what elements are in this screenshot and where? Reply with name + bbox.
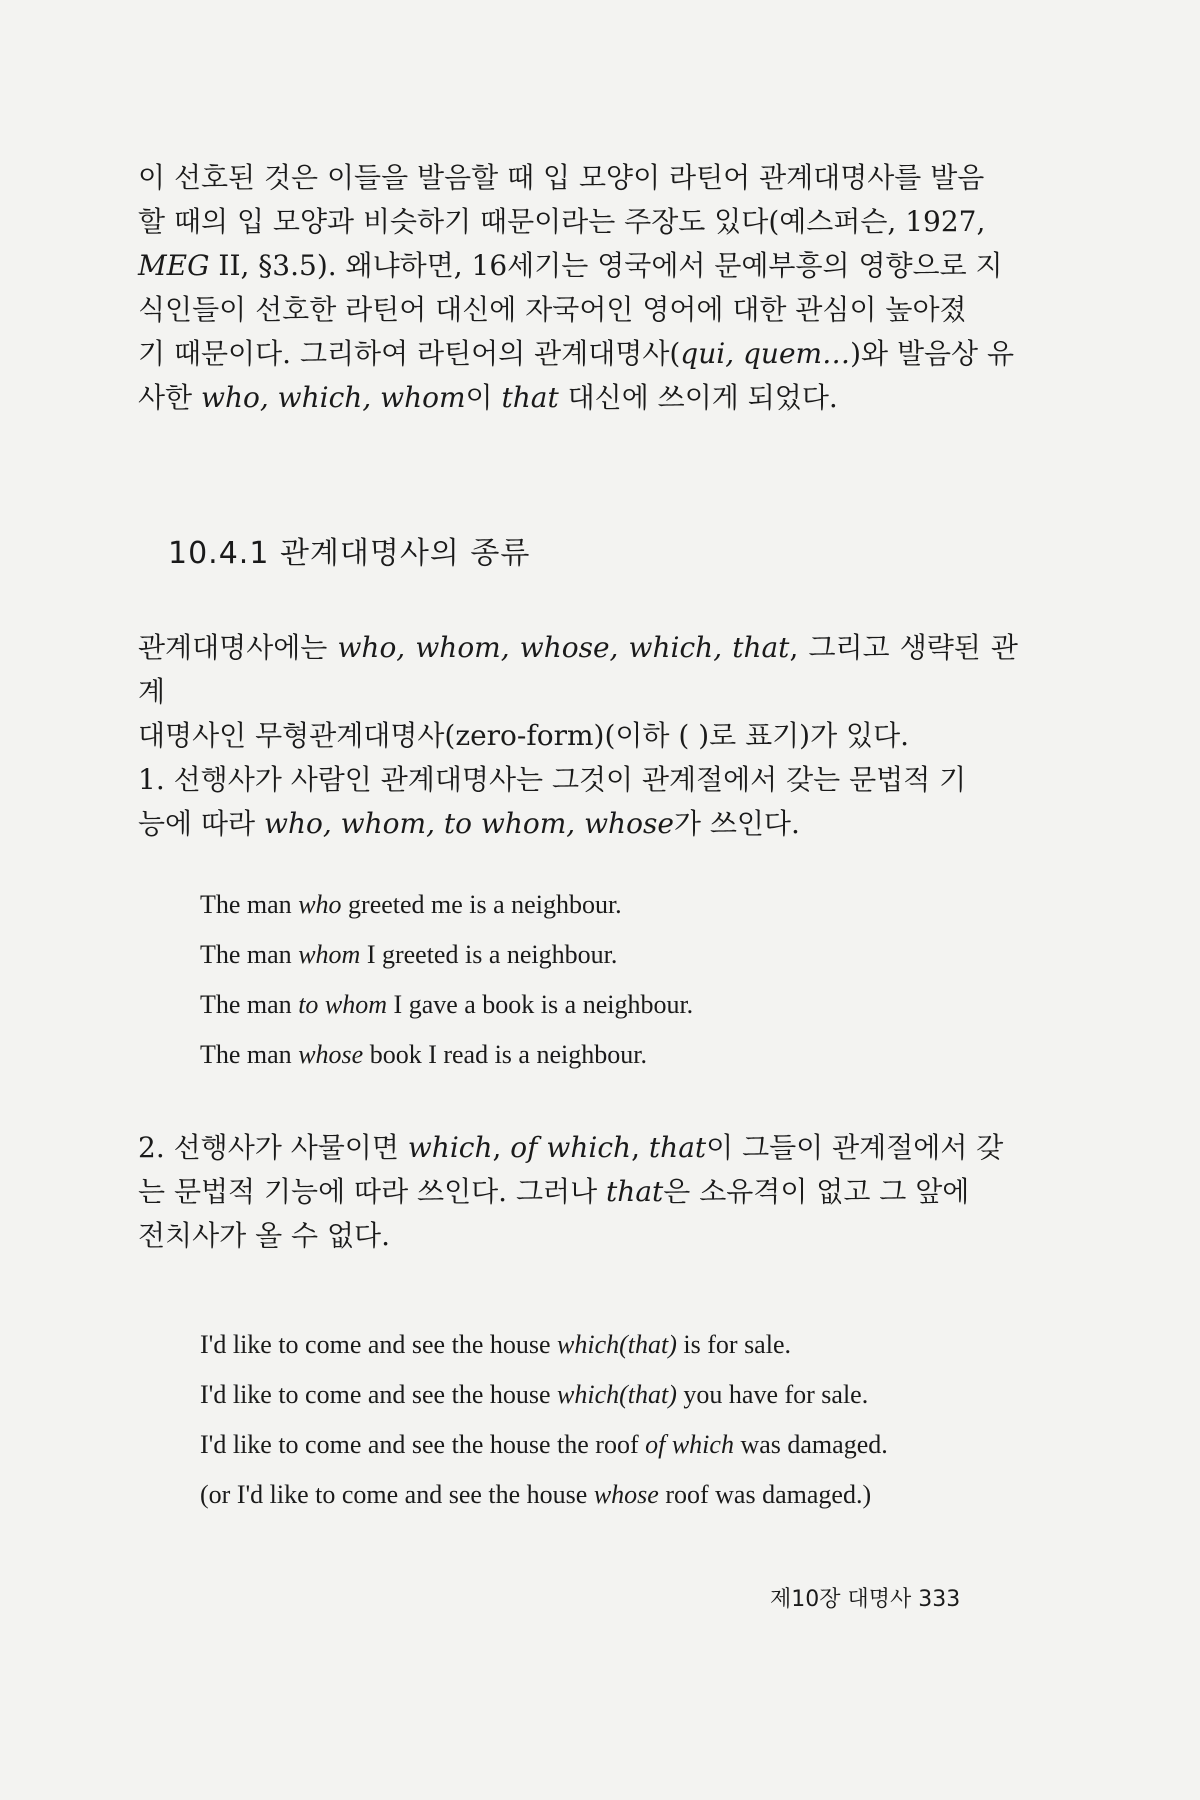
paragraph-things bbox=[138, 1126, 1018, 1258]
example-list-things bbox=[200, 1320, 1040, 1520]
text-line: 관계대명사에는 who, whom, whose, which, that, 그리고 생략된 관계 bbox=[138, 631, 1018, 708]
text-line: 능에 따라 who, whom, to whom, whose가 쓰인다. bbox=[138, 807, 800, 840]
text-line: 이 선호된 것은 이들을 발음할 때 입 모양이 라틴어 관계대명사를 발음 bbox=[138, 161, 985, 194]
section-heading: 10.4.1 관계대명사의 종류 bbox=[168, 536, 531, 571]
example-sentence: (or I'd like to come and see the house whose roof was damaged.) bbox=[200, 1480, 872, 1509]
example-sentence: I'd like to come and see the house which(that) is for sale. bbox=[200, 1330, 791, 1359]
text-line: 2. 선행사가 사물이면 which, of which, that이 그들이 관계절에서 갖 bbox=[138, 1131, 1004, 1164]
page-footer: 제10장 대명사 333 bbox=[770, 1587, 961, 1612]
example-sentence: The man whom I greeted is a neighbour. bbox=[200, 940, 618, 969]
text-line: 사한 who, which, whom이 that 대신에 쓰이게 되었다. bbox=[138, 381, 838, 414]
text-line: 1. 선행사가 사람인 관계대명사는 그것이 관계절에서 갖는 문법적 기 bbox=[138, 763, 967, 796]
text-line: MEG II, §3.5). 왜냐하면, 16세기는 영국에서 문예부흥의 영향으로 지 bbox=[138, 249, 1003, 282]
paragraph-types bbox=[138, 626, 1018, 846]
example-sentence: The man whose book I read is a neighbour. bbox=[200, 1040, 647, 1069]
example-sentence: I'd like to come and see the house which(that) you have for sale. bbox=[200, 1380, 869, 1409]
text-line: 식인들이 선호한 라틴어 대신에 자국어인 영어에 대한 관심이 높아졌 bbox=[138, 293, 967, 326]
text-line: 전치사가 올 수 없다. bbox=[138, 1219, 390, 1252]
example-sentence: The man to whom I gave a book is a neighbour. bbox=[200, 990, 694, 1019]
text-line: 할 때의 입 모양과 비슷하기 때문이라는 주장도 있다(예스퍼슨, 1927, bbox=[138, 205, 986, 238]
example-sentence: I'd like to come and see the house the roof of which was damaged. bbox=[200, 1430, 888, 1459]
text-line: 는 문법적 기능에 따라 쓰인다. 그러나 that은 소유격이 없고 그 앞에 bbox=[138, 1175, 970, 1208]
example-sentence: The man who greeted me is a neighbour. bbox=[200, 890, 622, 919]
paragraph-latin-influence bbox=[138, 156, 1018, 420]
text-line: 기 때문이다. 그리하여 라틴어의 관계대명사(qui, quem…)와 발음상 유 bbox=[138, 337, 1015, 370]
example-list-persons bbox=[200, 880, 1040, 1080]
text-line: 대명사인 무형관계대명사(zero-form)(이하 ( )로 표기)가 있다. bbox=[138, 719, 910, 752]
